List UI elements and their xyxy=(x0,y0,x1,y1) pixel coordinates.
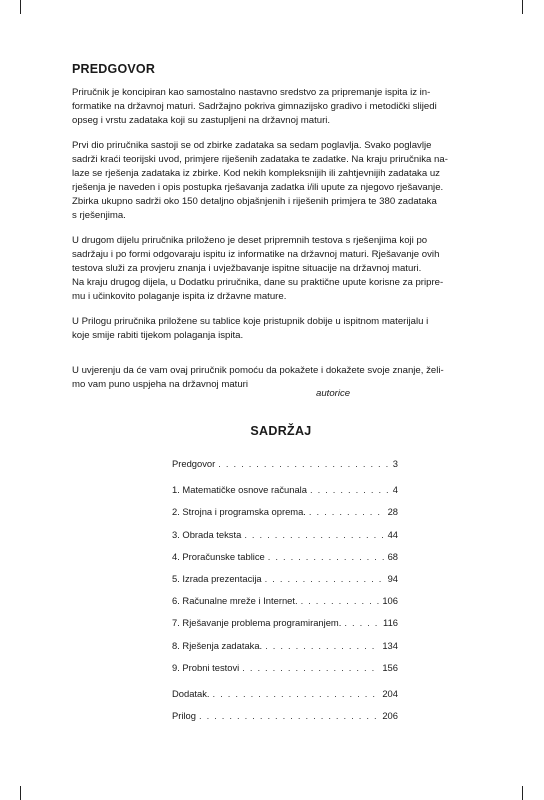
toc-leader-dots xyxy=(265,640,379,651)
toc-entry xyxy=(172,640,398,662)
document-page xyxy=(72,62,490,722)
toc-entry-page: 3 xyxy=(392,458,398,469)
text-line: koje smije rabiti tijekom polaganja ispita. xyxy=(72,330,244,341)
toc-leader-dots xyxy=(213,688,380,699)
toc-title: SADRŽAJ xyxy=(250,424,312,438)
toc-entry xyxy=(172,458,398,480)
toc-leader-dots xyxy=(310,484,390,495)
text-line: s rješenjima. xyxy=(72,210,126,221)
toc-entry-page: 94 xyxy=(387,572,398,584)
toc-entry-label: Prilog xyxy=(172,710,196,722)
text-line: mo vam puno uspjeha na državnoj maturi xyxy=(72,379,248,390)
crop-mark-top-right xyxy=(522,0,523,14)
toc-entry-page: 106 xyxy=(382,595,398,607)
preface-closing xyxy=(72,364,490,392)
toc-entry-page: 44 xyxy=(387,528,398,540)
preface-paragraph-2 xyxy=(72,139,490,223)
text-line: Na kraju drugog dijela, u Dodatku priručnika, dane su praktične upute korisne za pripre- xyxy=(72,277,444,288)
toc-leader-dots xyxy=(309,506,385,517)
toc-entry-label: 4. Proračunske tablice xyxy=(172,550,265,562)
toc-entry-label: 7. Rješavanje problema programiranjem. xyxy=(172,617,342,629)
text-line: Zbirka ukupno sadrži oko 150 detaljno objašnjenih i riješenih primjera te 380 zadataka xyxy=(72,196,437,207)
text-line: laze se rješenja zadataka iz zbirke. Kod nekih kompleksnijih ili zahtjevnijih zadataka uz xyxy=(72,168,440,179)
crop-mark-top-left xyxy=(20,0,21,14)
toc-entry xyxy=(172,573,398,595)
toc-entry-label: 5. Izrada prezentacija xyxy=(172,572,262,584)
toc-entry-label: 1. Matematičke osnove računala xyxy=(172,484,307,496)
toc-entry xyxy=(172,551,398,573)
toc-entry-page: 28 xyxy=(387,506,398,518)
text-line: U Prilogu priručnika priložene su tablice koje pristupnik dobije u ispitnom materijalu i xyxy=(72,316,429,327)
preface-heading: PREDGOVOR xyxy=(72,62,156,76)
text-line: U uvjerenju da će vam ovaj priručnik pomoću da pokažete i dokažete svoje znanje, želi- xyxy=(72,365,444,376)
preface-paragraph-1 xyxy=(72,86,490,128)
toc-entry-page: 206 xyxy=(382,710,398,722)
toc-entry xyxy=(172,529,398,551)
toc-entry-label: 8. Rješenja zadataka. xyxy=(172,639,263,651)
toc-entry-page: 68 xyxy=(387,550,398,562)
toc-leader-dots xyxy=(344,617,380,628)
toc-entry xyxy=(172,617,398,639)
toc-entry-label: 9. Probni testovi xyxy=(172,661,240,673)
text-line: mu i učinkovito polaganje ispita iz državne mature. xyxy=(72,291,287,302)
toc-entry xyxy=(172,710,398,732)
toc-entry-page: 156 xyxy=(382,661,398,673)
toc-entry xyxy=(172,662,398,684)
toc-entry-label: 2. Strojna i programska oprema. xyxy=(172,506,306,518)
text-line: sadržaju i po formi odgovaraju ispitu iz informatike na državnoj maturi. Rješavanje ovih xyxy=(72,249,440,260)
toc-entry-label: 3. Obrada teksta xyxy=(172,528,242,540)
toc-leader-dots xyxy=(268,551,385,562)
text-line: testova služi za provjeru znanja i uvježbavanje ispitne situacije na državnoj maturi. xyxy=(72,263,422,274)
toc-leader-dots xyxy=(265,573,385,584)
toc-entry xyxy=(172,595,398,617)
toc-leader-dots xyxy=(218,458,390,469)
toc-entry-page: 204 xyxy=(382,687,398,699)
toc-entry-label: 6. Računalne mreže i Internet. xyxy=(172,595,298,607)
preface-paragraph-3 xyxy=(72,234,490,304)
text-line: U drugom dijelu priručnika priloženo je deset pripremnih testova s rješenjima koji po xyxy=(72,235,428,246)
toc-entry xyxy=(172,484,398,506)
text-line: rješenja je naveden i opis postupka rješavanja zadatka i/ili upute za njegovo rješavanje. xyxy=(72,182,444,193)
toc-leader-dots xyxy=(199,710,379,721)
preface-paragraph-4 xyxy=(72,315,490,343)
toc-entry-page: 134 xyxy=(382,639,398,651)
toc-entry-page: 4 xyxy=(392,484,398,496)
toc-leader-dots xyxy=(244,529,384,540)
toc-entry-page: 116 xyxy=(383,617,398,629)
text-line: formatike na državnoj maturi. Sadržajno pokriva gimnazijsko gradivo i metodički slijedi xyxy=(72,101,437,112)
toc-entry xyxy=(172,506,398,528)
toc-entry-label: Predgovor xyxy=(172,458,216,469)
toc-entry xyxy=(172,688,398,710)
toc-entry-label: Dodatak. xyxy=(172,687,210,699)
text-line: sadrži kraći teorijski uvod, primjere riješenih zadataka te zadatke. Na kraju priručnika na- xyxy=(72,154,448,165)
toc-leader-dots xyxy=(301,595,380,606)
crop-mark-bottom-left xyxy=(20,786,21,800)
table-of-contents xyxy=(172,458,398,732)
text-line: Priručnik je koncipiran kao samostalno nastavno sredstvo za pripremanje ispita iz in- xyxy=(72,87,431,98)
toc-leader-dots xyxy=(242,662,379,673)
text-line: opseg i vrstu zadataka koji su zastupljeni na državnoj maturi. xyxy=(72,115,331,126)
text-line: Prvi dio priručnika sastoji se od zbirke zadataka sa sedam poglavlja. Svako poglavlje xyxy=(72,140,432,151)
preface-signature: autorice xyxy=(316,388,351,399)
crop-mark-bottom-right xyxy=(522,786,523,800)
